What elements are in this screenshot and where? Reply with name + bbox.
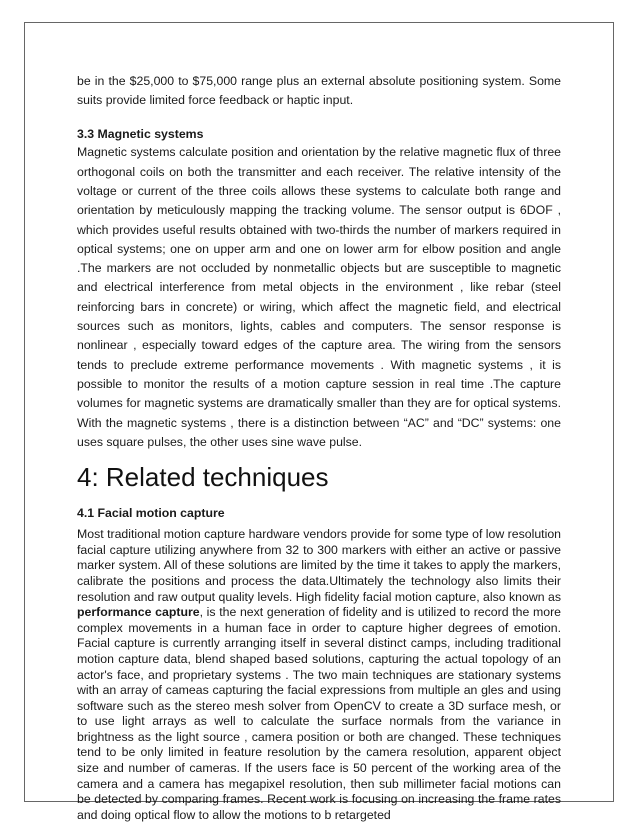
section-3-3-heading: 3.3 Magnetic systems [77, 127, 204, 142]
section-3-3-paragraph: Magnetic systems calculate position and orientation by the relative magnetic flux of three orthogonal coils on both the transmitter and each receiver. The relative intensity of the voltage or current of the three coils allows these systems to calculate both range and orientation by meticulously mapping the tracking volume. The sensor output is 6DOF , which provides useful results obtained with two-thirds the number of markers required in optical systems; one on upper arm and one on lower arm for elbow position and angle .The markers are not occluded by nonmetallic objects but are susceptible to magnetic and electrical interference from metal objects in the environment , like rebar (steel reinforcing bars in concrete) or wiring, which affect the magnetic field, and electrical sources such as monitors, lights, cables and computers. The sensor response is nonlinear , especially toward edges of the capture area. The wiring from the sensors tends to preclude extreme performance movements . With magnetic systems , it is possible to monitor the results of a motion capture session in real time .The capture volumes for magnetic systems are dramatically smaller than they are for optical systems. With the magnetic systems , there is a distinction between “AC” and “DC” systems: one uses square pulses, the other uses sine wave pulse. [77, 145, 561, 449]
section-4-1-paragraph [77, 527, 561, 823]
paragraph-text-part2: , is the next generation of fidelity and is utilized to record the more complex movements in a human face in order to capture higher degrees of emotion. Facial capture is currently arranging itself in several distinct camps, including traditional motion capture data, blend shaped based solutions, capturing the actual topology of an actor's face, and proprietary systems . The two main techniques are stationary systems with an array of cameas capturing the facial expressions from multiple an gles and using software such as the stereo mesh solver from OpenCV to create a 3D surface mesh, or to use light arrays as well to calculate the surface normals from the variance in brightness as the light source , camera position or both are changed. These techniques tend to be only limited in feature resolution by the camera resolution, apparent object size and number of cameras. If the users face is 50 percent of the working area of the camera and a camera has megapixel resolution, then sub millimeter facial motions can be detected by comparing frames. Recent work is focusing on increasing the frame rates and doing optical flow to allow the motions to b retargeted [77, 605, 561, 822]
intro-paragraph: be in the $25,000 to $75,000 range plus an external absolute positioning system. Some suits provide limited force feedback or haptic input. [77, 74, 561, 108]
section-4-heading: 4: Related techniques [77, 462, 329, 493]
section-4-1-heading: 4.1 Facial motion capture [77, 506, 225, 521]
paragraph-text-part1: Most traditional motion capture hardware vendors provide for some type of low resolution facial capture utilizing anywhere from 32 to 300 markers with either an active or passive marker system. All of these solutions are limited by the time it takes to apply the markers, calibrate the positions and process the data.Ultimately the technology also limits their resolution and raw output quality levels. High fidelity facial motion capture, also known as [77, 527, 561, 604]
performance-capture-term: performance capture [77, 605, 200, 620]
document-body [77, 72, 561, 823]
